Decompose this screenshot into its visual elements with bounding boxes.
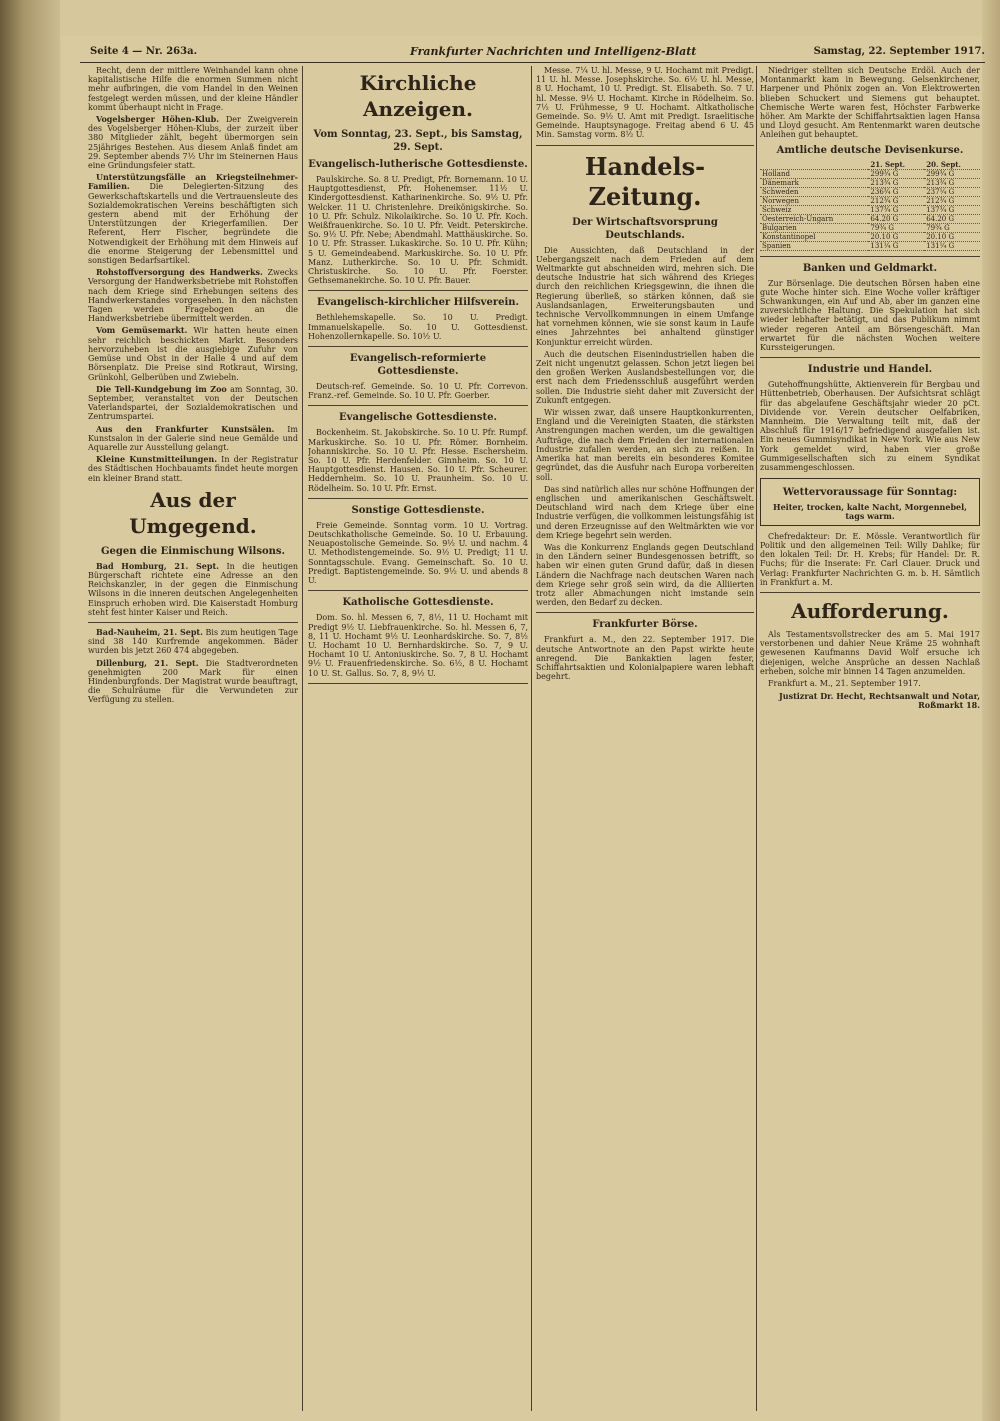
- table-cell: 213¾ G: [868, 178, 924, 187]
- section-subheading: Industrie und Handel.: [807, 364, 933, 376]
- church-section-text: Freie Gemeinde. Sonntag vorm. 10 U. Vortrag. Deutschkatholische Gemeinde. So. 10 U. Erbauung. Neuapostolische Gemeinde. So. 9½ U. und nachm. 4 U. Methodistengemeinde. So. 9½ U. Predigt; 11 U. Sonntagsschule. Evang. Gemeinschaft. So. 10 U. Predigt. Baptistengemeinde. So. 9½ U. und abends 8 U.: [308, 520, 528, 586]
- article-text: Recht, denn der mittlere Weinhandel kann ohne kapitalistische Hilfe die enormen Summen nicht mehr aufbringen, die vom Handel in den Weinen festgelegt werden müssen, und der kleine Händler kommt überhaupt nicht in Frage.: [88, 66, 298, 112]
- notice-signature: Justizrat Dr. Hecht, Rechtsanwalt und Notar, Roßmarkt 18.: [778, 691, 980, 711]
- notice-heading: Aufforderung.: [791, 598, 949, 623]
- article-text: Wir hatten heute einen sehr reichlich beschickten Markt. Besonders hervorzuheben ist die ausgiebige Zufuhr von Gemüse und Obst in der Halle 4 und auf dem Börsenplatz. Die Preise sind Rotkraut, Wirsing, Grünkohl, Gelberüben und Zwiebeln.: [88, 326, 298, 382]
- table-row: [760, 169, 980, 178]
- article-text: Im Kunstsalon in der Galerie sind neue Gemälde und Aquarelle zur Ausstellung gelangt.: [88, 424, 298, 452]
- article-text: Was die Konkurrenz Englands gegen Deutschland in den Ländern seiner Bundesgenossen betrifft, so haben wir einen guten Grund dafür, daß in diesen Ländern die Nachfrage nach deutschen Waren nach dem Kriege sehr groß sein wird, da die Alliierten trotz aller Abmachungen nicht imstande sein werden, den Bedarf zu decken.: [536, 542, 754, 608]
- article-title: Kleine Kunstmitteilungen.: [96, 454, 218, 465]
- article-text: Zur Börsenlage. Die deutschen Börsen haben eine gute Woche hinter sich. Eine Woche voller kräftiger Schwankungen, ein Auf und Ab, aber im ganzen eine zuversichtliche Haltung. Die Spekulation hat sich wieder lebhafter betätigt, und das Publikum nimmt wieder regeren Anteil am Börsengeschäft. Man erwartet für die nächsten Wochen weitere Kurssteigerungen.: [760, 278, 980, 353]
- newspaper-title: Frankfurter Nachrichten und Intelligenz-Blatt: [410, 45, 697, 58]
- column-4: [760, 66, 980, 1411]
- table-cell: 212¾ G: [924, 196, 980, 205]
- imprint-text: Chefredakteur: Dr. E. Mössle. Verantwortlich für Politik und den allgemeinen Teil: Willy Dahlke; für den lokalen Teil: Dr. H. Krebs; für Handel: Dr. R. Fuchs; für die Inserate: Fr. Carl Clauer. Druck und Verlag: Frankfurter Nachrichten G. m. b. H. Sämtlich in Frankfurt a. M.: [760, 531, 980, 587]
- table-cell: 64.20 G: [868, 214, 924, 223]
- column-3: [536, 66, 754, 1411]
- divider: [760, 357, 980, 358]
- section-subheading: Gegen die Einmischung Wilsons.: [100, 545, 286, 557]
- table-cell: 20.10 G: [924, 232, 980, 241]
- article-title: Vom Gemüsemarkt.: [96, 325, 188, 336]
- divider: [308, 290, 528, 291]
- table-cell: 299¾ G: [868, 169, 924, 178]
- table-cell: 299¾ G: [924, 169, 980, 178]
- article-text: Wir wissen zwar, daß unsere Hauptkonkurrenten, England und die Vereinigten Staaten, die stärksten Anstrengungen machen werden, um die gewaltigen Aufträge, die nach dem Frieden der internationalen Industrie zufallen werden, an sich zu reißen. In Amerika hat man bereits ein besonderes Komitee gegründet, das die Ausfuhr nach Europa vorbereiten soll.: [536, 408, 754, 482]
- divider: [88, 622, 298, 623]
- column-1: [88, 66, 298, 1411]
- section-subheading: Banken und Geldmarkt.: [802, 262, 938, 274]
- article-title: Aus den Frankfurter Kunstsälen.: [96, 423, 275, 434]
- table-cell: Spanien: [760, 241, 868, 250]
- table-header-cell: 21. Sept.: [868, 161, 924, 170]
- page-number: Seite 4 — Nr. 263a.: [90, 46, 198, 57]
- exchange-rate-table: [760, 161, 980, 251]
- table-cell: Schweiz: [760, 205, 868, 214]
- church-section-text: Deutsch-ref. Gemeinde. So. 10 U. Pfr. Correvon. Franz.-ref. Gemeinde. So. 10 U. Pfr. Goerber.: [308, 382, 528, 401]
- article-text: Das sind natürlich alles nur schöne Hoffnungen der englischen und amerikanischen Geschäftswelt. Deutschland wird nach dem Kriege über eine Industrie verfügen, die vollkommen leistungsfähig ist und deren Erzeugnisse auf den Weltmärkten wie vor dem Kriege begehrt sein werden.: [536, 484, 754, 540]
- table-cell: 237¼ G: [924, 187, 980, 196]
- church-section-text: Bethlehemskapelle. So. 10 U. Predigt. Immanuelskapelle. So. 10 U. Gottesdienst. Hohenzollernkapelle. So. 10½ U.: [308, 313, 528, 341]
- article-title: Dillenburg, 21. Sept.: [96, 657, 199, 668]
- notice-text: Als Testamentsvollstrecker des am 5. Mai 1917 verstorbenen und dahier Neue Kräme 25 wohnhaft gewesenen Kaufmanns David Wolf ersuche ich diejenigen, welche Ansprüche an dessen Nachlaß erheben, solche mir binnen 14 Tagen anzumelden.: [760, 629, 980, 676]
- column-2: [308, 66, 528, 1411]
- table-cell: 79¾ G: [924, 223, 980, 232]
- church-section-title: Evangelische Gottesdienste.: [339, 412, 497, 424]
- article-text: Die Stadtverordneten genehmigten 200 Mark für einen Hindenburgfonds. Der Magistrat wurde beauftragt, die Schulräume für die Verwundeten zur Verfügung zu stellen.: [88, 658, 298, 705]
- book-binding: [0, 0, 60, 1421]
- divider: [760, 256, 980, 257]
- article-text: Die Delegierten-Sitzung des Gewerkschaftskartells und die Vertrauensleute des Sozialdemokratischen Vereins beschäftigten sich gestern abend mit der Erhöhung der Unterstützungen der Kriegerfamilien. Der Referent, Herr Fischer, begründete die Notwendigkeit der Erhöhung mit dem Hinweis auf die enorme Steigerung der Lebensmittel und sonstigen Bedarfsartikel.: [88, 182, 298, 266]
- article-text: Der Zweigverein des Vogelsberger Höhen-Klubs, der zurzeit über 380 Mitglieder zählt, begeht übermorgen sein 25jähriges Bestehen. Aus diesem Anlaß findet am 29. September abends 7½ Uhr im Steinernen Haus eine Gründungsfeier statt.: [88, 115, 298, 171]
- section-heading: Handels-Zeitung.: [584, 151, 706, 211]
- article-title: Die Tell-Kundgebung im Zoo: [96, 383, 227, 394]
- table-cell: 131¼ G: [924, 241, 980, 250]
- table-row: [760, 196, 980, 205]
- section-subheading: Vom Sonntag, 23. Sept., bis Samstag, 29. Sept.: [313, 129, 523, 153]
- table-cell: 137¾ G: [868, 205, 924, 214]
- table-cell: Schweden: [760, 187, 868, 196]
- column-rule: [531, 66, 532, 1411]
- article-text: Gutehoffnungshütte, Aktienverein für Bergbau und Hüttenbetrieb, Oberhausen. Der Aufsichtsrat schlägt für das abgelaufene Geschäftsjahr wieder 20 pCt. Dividende vor. Verein deutscher Oelfabriken, Mannheim. Die Verwaltung teilt mit, daß der Abschluß für 1916/17 befriedigend ausgefallen ist. Ein neues Gummisyndikat in New York. Wie aus New York gemeldet wird, haben vier große Gummigesellschaften sich zu einem Syndikat zusammengeschlossen.: [760, 380, 980, 473]
- issue-date: Samstag, 22. September 1917.: [813, 46, 985, 57]
- notice-date: Frankfurt a. M., 21. September 1917.: [768, 678, 921, 688]
- divider: [308, 498, 528, 499]
- table-row: [760, 241, 980, 250]
- article-title: Rohstoffversorgung des Handwerks.: [96, 267, 263, 278]
- article-text: am Sonntag, 30. September, veranstaltet von der Deutschen Vaterlandspartei, der Sozialdemokratischen und Zentrumspartei.: [88, 384, 298, 422]
- table-header-cell: [760, 161, 868, 170]
- church-section-text: Paulskirche. So. 8 U. Predigt, Pfr. Bornemann. 10 U. Hauptgottesdienst, Pfr. Hohenemser. 11½ U. Kindergottesdienst. Katharinenkirche. So. 9½ U. Pfr. Welcker. 11 U. Christenlehre. Dreikönigskirche. So. 10 U. Pfr. Schulz. Nikolaikirche. So. 10 U. Pfr. Koch. Weißfrauenkirche. So. 10 U. Pfr. Veidt. Peterskirche. So. 9½ U. Pfr. Nebe; Abendmahl. Matthäuskirche. So. 10 U. Pfr. Strasser. Lukaskirche. So. 10 U. Pfr. Kühn; 5 U. Gemeindeabend. Markuskirche. So. 10 U. Pfr. Manz. Lutherkirche. So. 10 U. Pfr. Schmidt. Christuskirche. So. 10 U. Pfr. Foerster. Gethsemanekirche. So. 10 U. Pfr. Bauer.: [308, 175, 528, 286]
- table-header-cell: 20. Sept.: [924, 161, 980, 170]
- section-heading: Aus der Umgegend.: [129, 487, 257, 538]
- divider: [536, 612, 754, 613]
- table-row: [760, 214, 980, 223]
- adjacent-page-edge: [982, 0, 1000, 1421]
- church-section-title: Sonstige Gottesdienste.: [351, 504, 485, 516]
- divider: [308, 590, 528, 591]
- divider: [308, 683, 528, 684]
- article-text: Bis zum heutigen Tage sind 38 140 Kurfremde angekommen. Bäder wurden bis jetzt 260 474 abgegeben.: [88, 627, 298, 656]
- weather-forecast: Heiter, trocken, kalte Nacht, Morgennebel, tags warm.: [773, 502, 967, 522]
- church-section-title: Evangelisch-reformierte Gottesdienste.: [349, 353, 487, 378]
- table-cell: 212¾ G: [868, 196, 924, 205]
- column-rule: [756, 66, 757, 1411]
- church-section-title: Evangelisch-lutherische Gottesdienste.: [308, 159, 528, 170]
- article-text: Auch die deutschen Eisenindustriellen haben die Zeit nicht ungenutzt gelassen. Schon jetzt liegen bei den großen Werken Auslandsbestellungen vor, die erst nach dem Friedensschluß ausgeführt werden sollen. Die Industrie sieht daher mit Zuversicht der Zukunft entgegen.: [536, 349, 754, 405]
- table-cell: Dänemark: [760, 178, 868, 187]
- table-cell: Oesterreich-Ungarn: [760, 214, 868, 223]
- weather-box: [760, 478, 980, 525]
- article-title: Unterstützungsfälle an Kriegsteilnehmer-Familien.: [88, 172, 298, 192]
- table-cell: 131¼ G: [868, 241, 924, 250]
- section-heading: Kirchliche Anzeigen.: [359, 71, 477, 121]
- table-cell: Norwegen: [760, 196, 868, 205]
- column-rule: [302, 66, 303, 1411]
- table-row: [760, 178, 980, 187]
- article-text: In der Registratur des Städtischen Hochbauamts findet heute morgen ein kleiner Brand statt.: [88, 455, 298, 483]
- church-section-text: Bockenheim. St. Jakobskirche. So. 10 U. Pfr. Rumpf. Markuskirche. So. 10 U. Pfr. Römer. Bornheim. Johanniskirche. So. 10 U. Pfr. Hesse. Eschersheim. So. 10 U. Pfr. Herdenfelder. Ginnheim. So. 10 U. Hauptgottesdienst. Hausen. So. 10 U. Pfr. Scheurer. Heddernheim. So. 10 U. Praunheim. So. 10 U. Rödelheim. So. 10 U. Pfr. Ernst.: [308, 428, 528, 493]
- table-cell: Bulgarien: [760, 223, 868, 232]
- article-title: Bad-Nauheim, 21. Sept.: [96, 626, 203, 637]
- table-cell: Konstantinopel: [760, 232, 868, 241]
- article-text: Zwecks Versorgung der Handwerksbetriebe mit Rohstoffen nach dem Kriege sind Erhebungen seitens des Handwerkerstandes vorgesehen. In den nächsten Tagen werden Fragebogen an die Handwerksbetriebe übermittelt werden.: [88, 268, 298, 324]
- table-heading: Amtliche deutsche Devisenkurse.: [776, 144, 964, 156]
- divider: [536, 145, 754, 146]
- article-text: Frankfurt a. M., den 22. September 1917. Die deutsche Antwortnote an den Papst wirkte heute anregend. Die Bankaktien lagen fester, Schiffahrtsaktien und Kolonialpapiere waren lebhaft begehrt.: [536, 635, 754, 682]
- weather-heading: Wettervoraussage für Sonntag:: [782, 487, 958, 499]
- section-subheading: Der Wirtschaftsvorsprung Deutschlands.: [572, 216, 718, 241]
- table-cell: 236¾ G: [868, 187, 924, 196]
- article-text: Messe. 7¼ U. hl. Messe, 9 U. Hochamt mit Predigt. 11 U. hl. Messe. Josephskirche. So. 6½ U. hl. Messe, 8 U. Hochamt, 10 U. Predigt. St. Elisabeth. So. 7 U. hl. Messe. 9½ U. Hochamt. Kirche in Rödelheim. So. 7½ U. Frühmesse, 9 U. Hochamt. Altkatholische Gemeinde. So. 9½ U. Amt mit Predigt. Israelitische Gemeinde. Hauptsynagoge. Freitag abend 6 U. 45 Min. Samstag vorm. 8½ U.: [536, 66, 754, 140]
- church-section-title: Evangelisch-kirchlicher Hilfsverein.: [316, 297, 520, 309]
- article-title: Vogelsberger Höhen-Klub.: [96, 114, 220, 125]
- table-cell: 79¾ G: [868, 223, 924, 232]
- divider: [760, 592, 980, 593]
- masthead: [80, 44, 985, 63]
- table-row: [760, 232, 980, 241]
- table-cell: 137¾ G: [924, 205, 980, 214]
- table-cell: 213¾ G: [924, 178, 980, 187]
- table-cell: Holland: [760, 169, 868, 178]
- article-text: In die heutigen Bürgerschaft richtete eine Adresse an den Reichskanzler, in der gegen die Einmischung Wilsons in die inneren deutschen Angelegenheiten Einspruch erhoben wird. Die Kaiserstadt Homburg steht fest hinter Kaiser und Reich.: [88, 561, 298, 617]
- article-text: Niedriger stellten sich Deutsche Erdöl. Auch der Montanmarkt kam in Bewegung. Gelsenkirchener, Harpener und Phönix zogen an. Von Elektrowerten blieben Schuckert und Siemens gut behauptet. Chemische Werte waren fest, Höchster Farbwerke höher. Am Markte der Schiffahrtsaktien lagen Hansa und Lloyd gesucht. Am Rentenmarkt waren deutsche Anleihen gut behauptet.: [760, 66, 980, 140]
- church-section-title: Katholische Gottesdienste.: [342, 597, 494, 609]
- article-text: Die Aussichten, daß Deutschland in der Uebergangszeit nach dem Frieden auf dem Weltmarkte gut abschneiden wird, mehren sich. Die deutsche Industrie hat sich während des Krieges durch den reichlichen Kriegsgewinn, die ihnen die Regierung überließ, so stärken können, daß sie Auslandsanlagen, Erweiterungsbauten und technische Vervollkommnungen in einem Umfange hat vornehmen können, wie sie sonst kaum in Laufe eines Jahrzehntes bei anhaltend günstiger Konjunktur erreicht würden.: [536, 245, 754, 347]
- section-subheading: Frankfurter Börse.: [592, 619, 698, 631]
- divider: [308, 405, 528, 406]
- table-cell: 20.10 G: [868, 232, 924, 241]
- table-cell: 64.20 G: [924, 214, 980, 223]
- table-row: [760, 187, 980, 196]
- article-title: Bad Homburg, 21. Sept.: [96, 560, 219, 571]
- divider: [308, 346, 528, 347]
- table-row: [760, 205, 980, 214]
- church-section-text: Dom. So. hl. Messen 6, 7, 8½, 11 U. Hochamt mit Predigt 9½ U. Liebfrauenkirche. So. hl. Messen 6, 7, 8, 11 U. Hochamt 9½ U. Leonhardskirche. So. 7, 8½ U. Hochamt 10 U. Bernhardskirche. So. 7, 9 U. Hochamt 10 U. Antoniuskirche. So. 7, 8 U. Hochamt 9½ U. Frauenfriedenskirche. So. 6½, 8 U. Hochamt 10 U. St. Gallus. So. 7, 8, 9½ U.: [308, 613, 528, 678]
- church-notices: [308, 158, 528, 684]
- table-row: [760, 223, 980, 232]
